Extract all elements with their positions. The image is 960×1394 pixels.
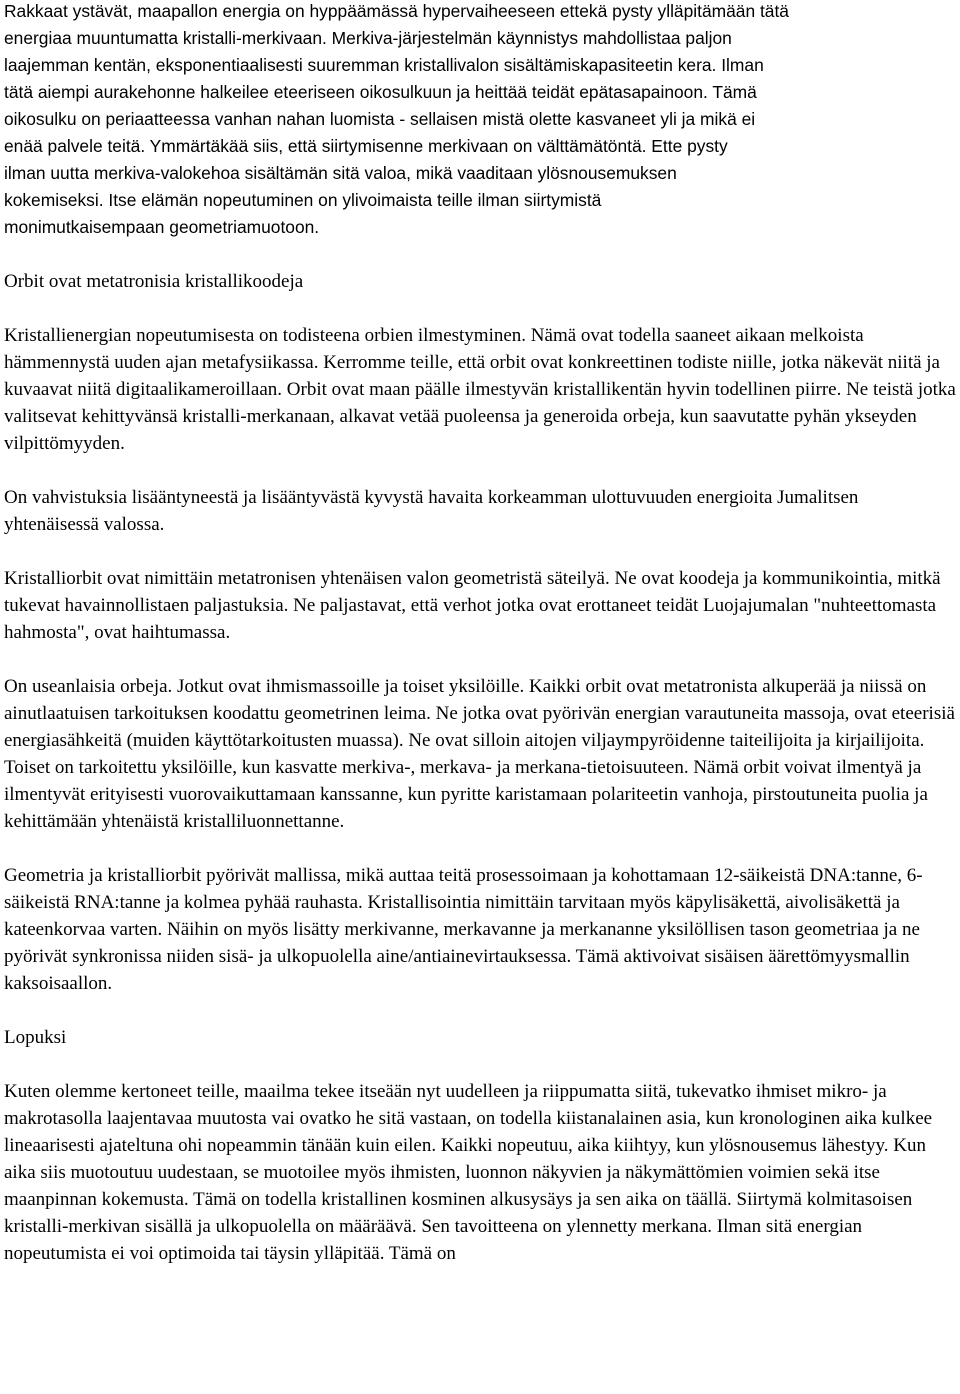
paragraph-lopuksi: Kuten olemme kertoneet teille, maailma tekee itseään nyt uudelleen ja riippumatta siitä, tukevatko ihmiset mikro- ja makrotasolla laajentavaa muutosta vai ovatko he sitä vastaan, on todella kiistanalainen asia, kun kronologinen aika kulkee lineaarisesti ajateltuna ohi nopeammin tänään kuin eilen. Kaikki nopeutuu, aika kiihtyy, kun ylösnousemus lähestyy. Kun aika siis muotoutuu uudestaan, se muotoilee myös ihmisten, luonnon näkyvien ja näkymättömien voimien sekä itse maanpinnan kokemusta. Tämä on todella kristallinen kosminen alkusysäys ja sen aika on täällä. Siirtymä kolmitasoisen kristalli-merkivan sisällä ja ulkopuolella on määräävä. Sen tavoitteena on ylennetty merkana. Ilman sitä energian nopeutumista ei voi optimoida tai täysin ylläpitää. Tämä on [4,1081,933,1264]
intro-line: kokemiseksi. Itse elämän nopeutuminen on ylivoimaista teille ilman siirtymistä [4,190,602,210]
paragraph-orbit-4: On useanlaisia orbeja. Jotkut ovat ihmismassoille ja toiset yksilöille. Kaikki orbit ovat metatronista alkuperää ja niissä on ainutlaatuisen tarkoituksen koodattu geometrinen leima. Ne jotka ovat pyörivän energian varautuneita massoja, ovat eteerisiä energiasähkeitä (muiden käyttötarkoitusten muassa). Ne ovat silloin aitojen viljaympyröidenne taiteilijoita ja kirjailijoita. Toiset on tarkoitettu yksilöille, kun kasvatte merkiva-, merkava- ja merkana-tietoisuuteen. Nämä orbit voivat ilmentyä ja ilmentyvät erityisesti vuorovaikuttamaan kanssanne, kun pyritte karistamaan polariteetin vanhoja, pirstoutuneita puolia ja kehittämään yhtenäistä kristalliluonnettanne. [4,676,955,832]
intro-line: monimutkaisempaan geometriamuotoon. [4,217,320,237]
intro-line: tätä aiempi aurakehonne halkeilee eteeriseen oikosulkuun ja heittää teidät epätasapainoon. Tämä [4,82,757,102]
intro-line: oikosulku on periaatteessa vanhan nahan luomista - sellaisen mistä olette kasvaneet yli ja mikä ei [4,109,756,129]
paragraph-orbit-5: Geometria ja kristalliorbit pyörivät mallissa, mikä auttaa teitä prosessoimaan ja kohottamaan 12-säikeistä DNA:tanne, 6-säikeistä RNA:tanne ja kolmea pyhää rauhasta. Kristallisointia nimittäin tarvitaan myös käpylisäkettä, aivolisäkettä ja kateenkorvaa varten. Näihin on myös lisätty merkivanne, merkavanne ja merkananne yksilöllisen tason geometriaa ja ne pyörivät synkronissa niiden sisä- ja ulkopuolella aine/antiainevirtauksessa. Tämä aktivoivat sisäisen äärettömyysmallin kaksoisaallon. [4,865,923,994]
intro-line: laajemman kentän, eksponentiaalisesti suuremman kristallivalon sisältämiskapasiteetin kera. Ilman [4,55,764,75]
paragraph-orbit-1: Kristallienergian nopeutumisesta on todisteena orbien ilmestyminen. Nämä ovat todella saaneet aikaan melkoista hämmennystä uuden ajan metafysiikassa. Kerromme teille, että orbit ovat konkreettinen todiste niille, jotka näkevät niitä ja kuvaavat niitä digitaalikameroillaan. Orbit ovat maan päälle ilmestyvän kristallikentän hyvin todellinen piirre. Ne teistä jotka valitsevat kehittyvänsä kristalli-merkanaan, alkavat vetää puoleensa ja generoida orbeja, kun saavutatte pyhän ykseyden vilpittömyyden. [4,325,956,454]
intro-paragraph [4,0,956,241]
section-heading-orbit: Orbit ovat metatronisia kristallikoodeja [4,271,304,292]
paragraph-orbit-2: On vahvistuksia lisääntyneestä ja lisääntyvästä kyvystä havaita korkeamman ulottuvuuden energioita Jumalitsen yhtenäisessä valossa. [4,487,859,535]
intro-line: enää palvele teitä. Ymmärtäkää siis, että siirtymisenne merkivaan on välttämätöntä. Ette pysty [4,136,728,156]
intro-line: ilman uutta merkiva-valokehoa sisältämän sitä valoa, mikä vaaditaan ylösnousemuksen [4,163,677,183]
intro-line: Rakkaat ystävät, maapallon energia on hyppäämässä hypervaiheeseen ettekä pysty ylläpitämään tätä [4,1,789,21]
document-page [4,0,956,1267]
paragraph-orbit-3: Kristalliorbit ovat nimittäin metatronisen yhtenäisen valon geometristä säteilyä. Ne ovat koodeja ja kommunikointia, mitkä tukevat havainnollistaen paljastuksia. Ne paljastavat, että verhot jotka ovat erottaneet teidät Luojajumalan "nuhteettomasta hahmosta", ovat haihtumassa. [4,568,941,643]
intro-line: energiaa muuntumatta kristalli-merkivaan. Merkiva-järjestelmän käynnistys mahdollistaa paljon [4,28,732,48]
section-heading-lopuksi: Lopuksi [4,1027,67,1048]
